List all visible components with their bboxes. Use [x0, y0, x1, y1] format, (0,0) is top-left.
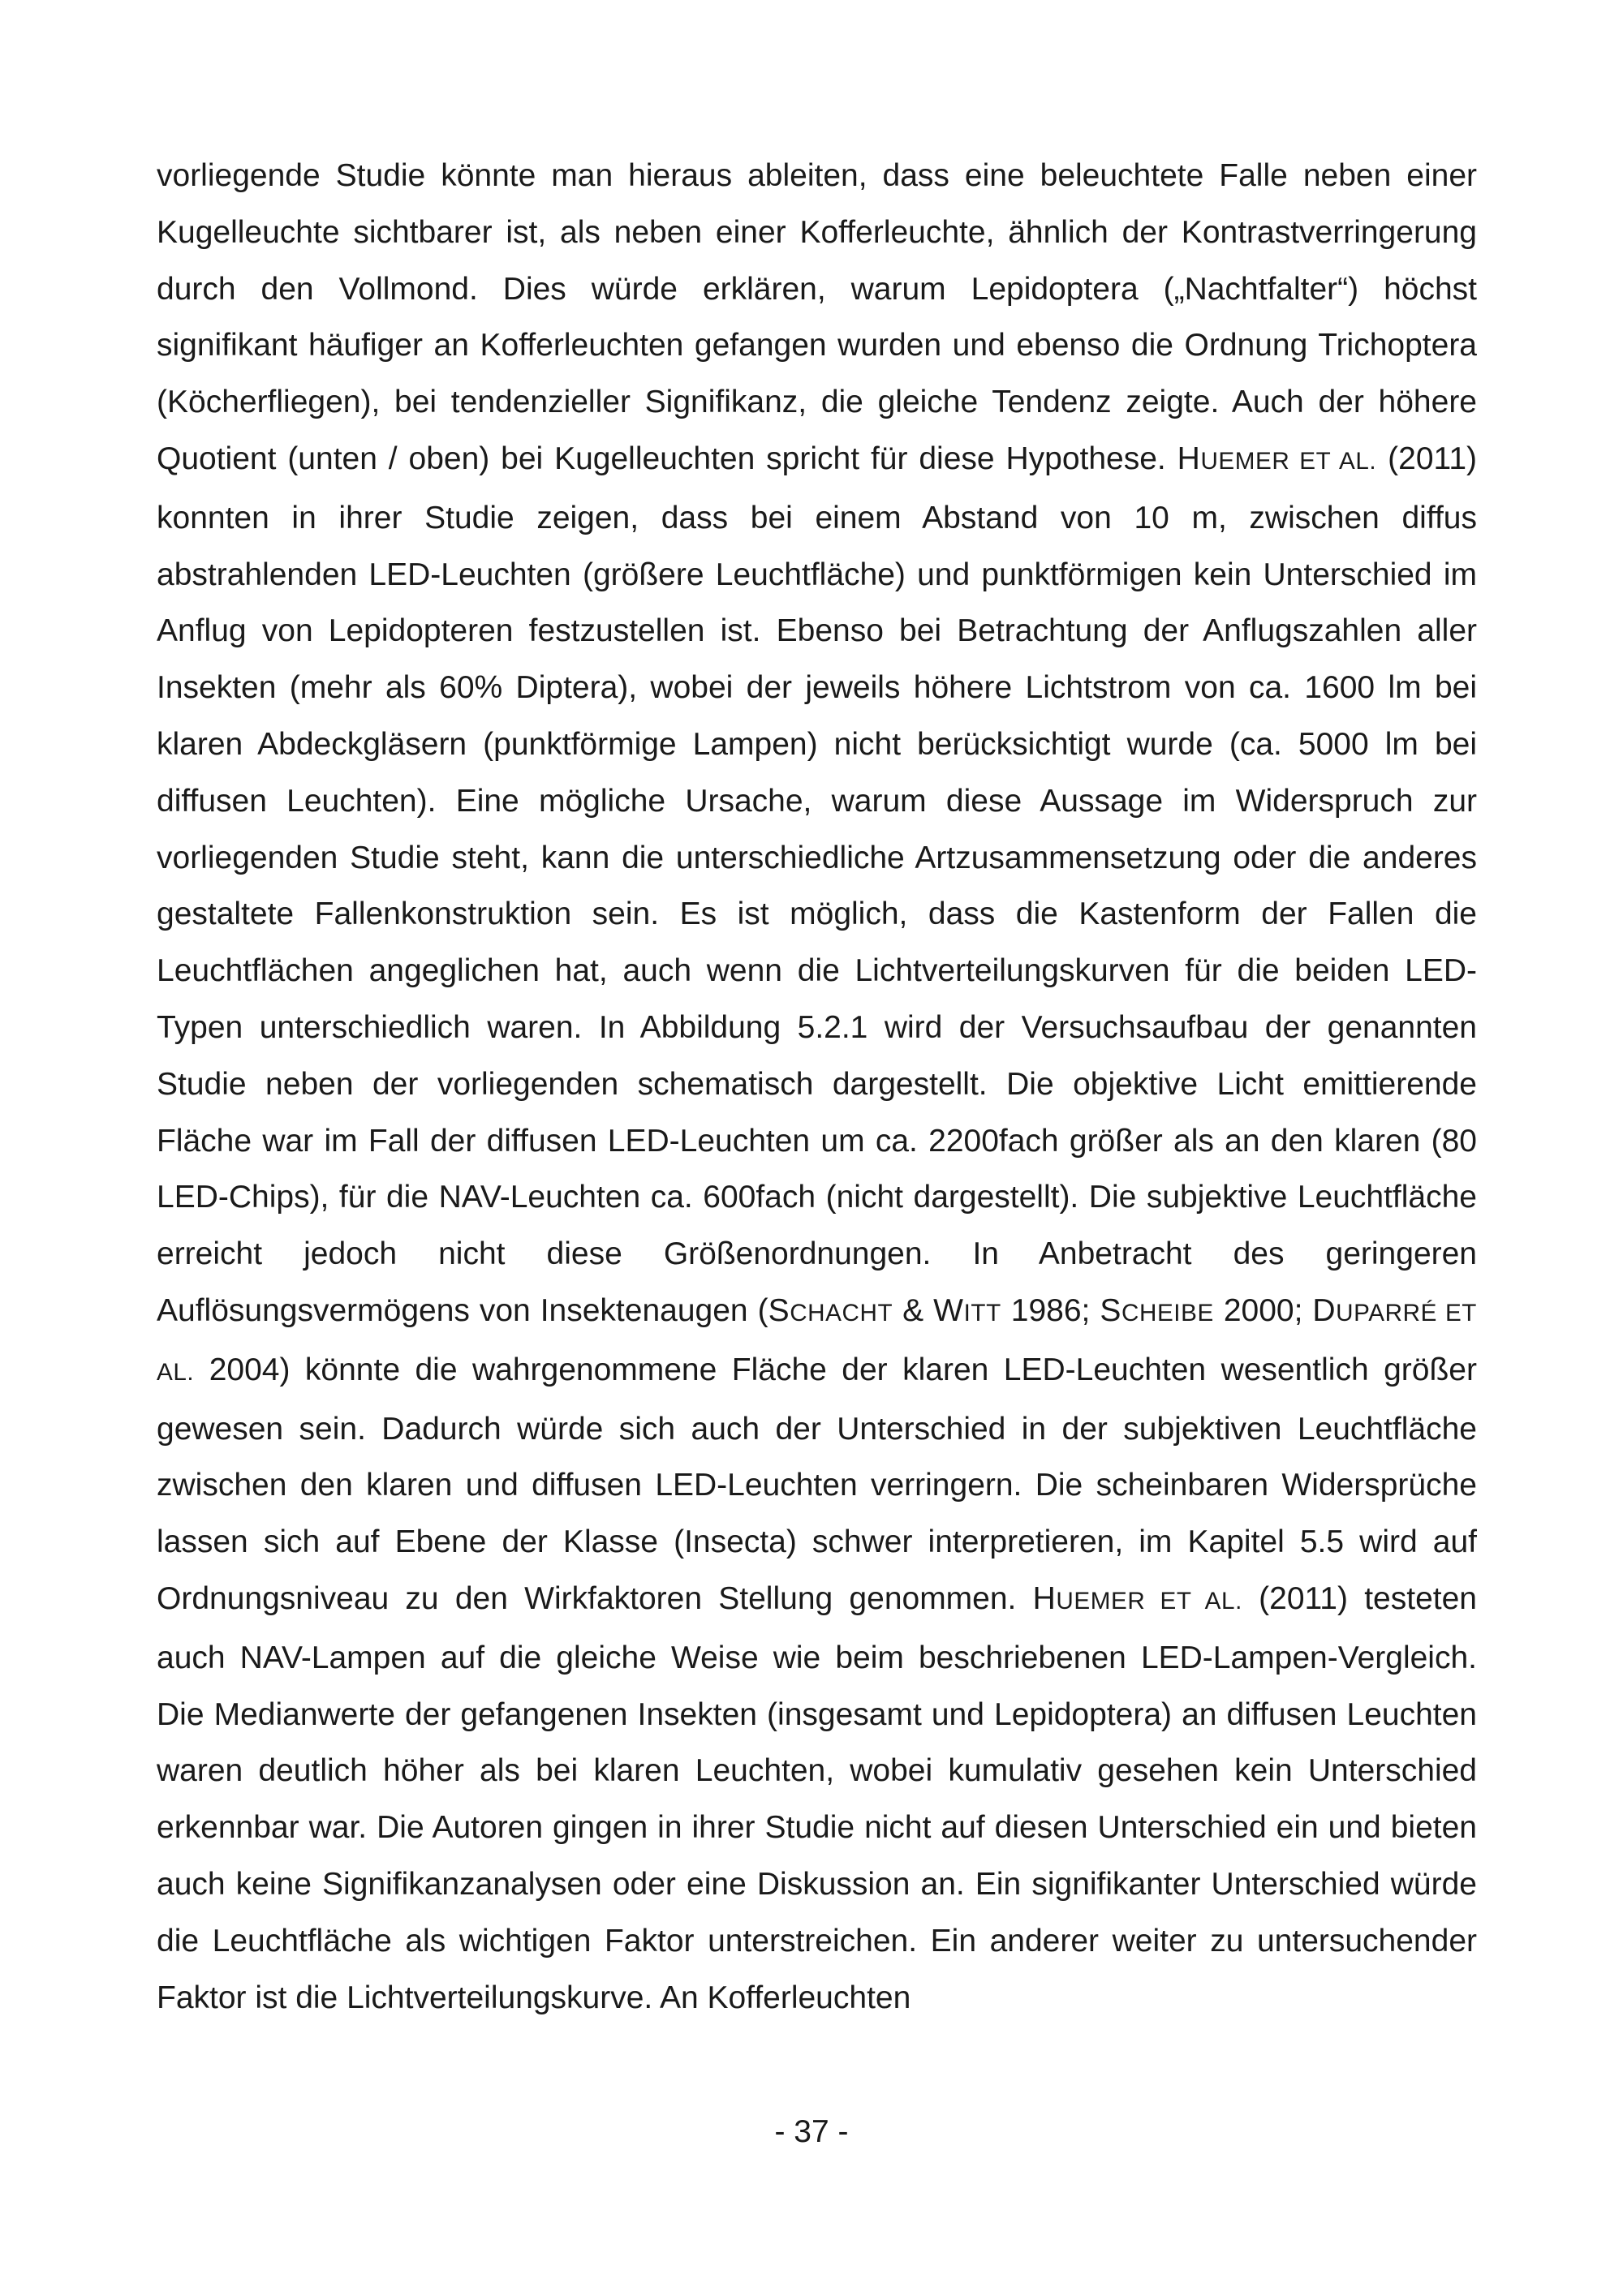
author-citation-witt: WITT: [933, 1292, 1001, 1328]
text-run: (2011) konnten in ihrer Studie zeigen, dass bei einem Abstand von 10 m, zwischen diffus abstrahlenden LED-Leuchten (größere Leuchtfläche) und punktförmigen kein Unterschied im Anflug von Lepidopteren festzustellen ist. Ebenso bei Betrachtung der Anflugszahlen aller Insekten (mehr als 60% Diptera), wobei der jeweils höhere Lichtstrom von ca. 1600 lm bei klaren Abdeckgläsern (punktförmige Lampen) nicht berücksichtigt wurde (ca. 5000 lm bei diffusen Leuchten). Eine mögliche Ursache, warum diese Aussage im Widerspruch zur vorliegenden Studie steht, kann die unterschiedliche Artzusammensetzung oder die anderes gestaltete Fallenkonstruktion sein. Es ist möglich, dass die Kastenform der Fallen die Leuchtflächen angeglichen hat, auch wenn die Lichtverteilungskurven für die beiden LED-Typen unterschiedlich waren. In Abbildung 5.2.1 wird der Versuchsaufbau der genannten Studie neben der vorliegenden schematisch dargestellt. Die objektive Licht emittierende Fläche war im Fall der diffusen LED-Leuchten um ca. 2200fach größer als an den klaren (80 LED-Chips), für die NAV-Leuchten ca. 600fach (nicht dargestellt). Die subjektive Leuchtfläche erreicht jedoch nicht diese Größenordnungen. In Anbetracht des geringeren Auflösungsvermögens von Insektenaugen (: [157, 441, 1478, 1328]
author-citation-huemer: HUEMER ET AL.: [1032, 1580, 1242, 1616]
text-run: vorliegende Studie könnte man hieraus ableiten, dass eine beleuchtete Falle neben einer Kugelleuchte sichtbarer ist, als neben einer Kofferleuchte, ähnlich der Kontrastverringerung durch den Vollmond. Dies würde erklären, warum Lepidoptera („Nachtfalter“) höchst signifikant häufiger an Kofferleuchten gefangen wurden und ebenso die Ordnung Trichoptera (Köcherfliegen), bei tendenzieller Signifikanz, die gleiche Tendenz zeigte. Auch der höhere Quotient (unten / oben) bei Kugelleuchten spricht für diese Hypothese.: [157, 158, 1477, 476]
author-citation-duparre: DUPARRÉ ET AL.: [157, 1292, 1477, 1386]
author-citation-schacht: SCHACHT: [768, 1292, 893, 1328]
ampersand: &: [902, 1292, 924, 1328]
text-run: 2000;: [1223, 1292, 1303, 1328]
author-citation-huemer: HUEMER ET AL.: [1177, 441, 1377, 476]
body-paragraph: [157, 148, 1477, 2026]
text-run: (2011) testeten auch NAV-Lampen auf die gleiche Weise wie beim beschriebenen LED-Lampen-Vergleich. Die Medianwerte der gefangenen Insekten (insgesamt und Lepidoptera) an diffusen Leuchten waren deutlich höher als bei klaren Leuchten, wobei kumulativ gesehen kein Unterschied erkennbar war. Die Autoren gingen in ihrer Studie nicht auf diesen Unterschied ein und bieten auch keine Signifikanzanalysen oder eine Diskussion an. Ein signifikanter Unterschied würde die Leuchtfläche als wichtigen Faktor unterstreichen. Ein anderer weiter zu untersuchender Faktor ist die Lichtverteilungskurve. An Kofferleuchten: [157, 1580, 1477, 2015]
text-run: 1986;: [1010, 1292, 1091, 1328]
text-run: 2004) könnte die wahrgenommene Fläche der klaren LED-Leuchten wesentlich größer gewesen sein. Dadurch würde sich auch der Unterschied in der subjektiven Leuchtfläche zwischen den klaren und diffusen LED-Leuchten verringern. Die scheinbaren Widersprüche lassen sich auf Ebene der Klasse (Insecta) schwer interpretieren, im Kapitel 5.5 wird auf Ordnungsniveau zu den Wirkfaktoren Stellung genommen.: [157, 1352, 1477, 1616]
page-number: - 37 -: [774, 2114, 849, 2149]
author-citation-scheibe: SCHEIBE: [1100, 1292, 1214, 1328]
